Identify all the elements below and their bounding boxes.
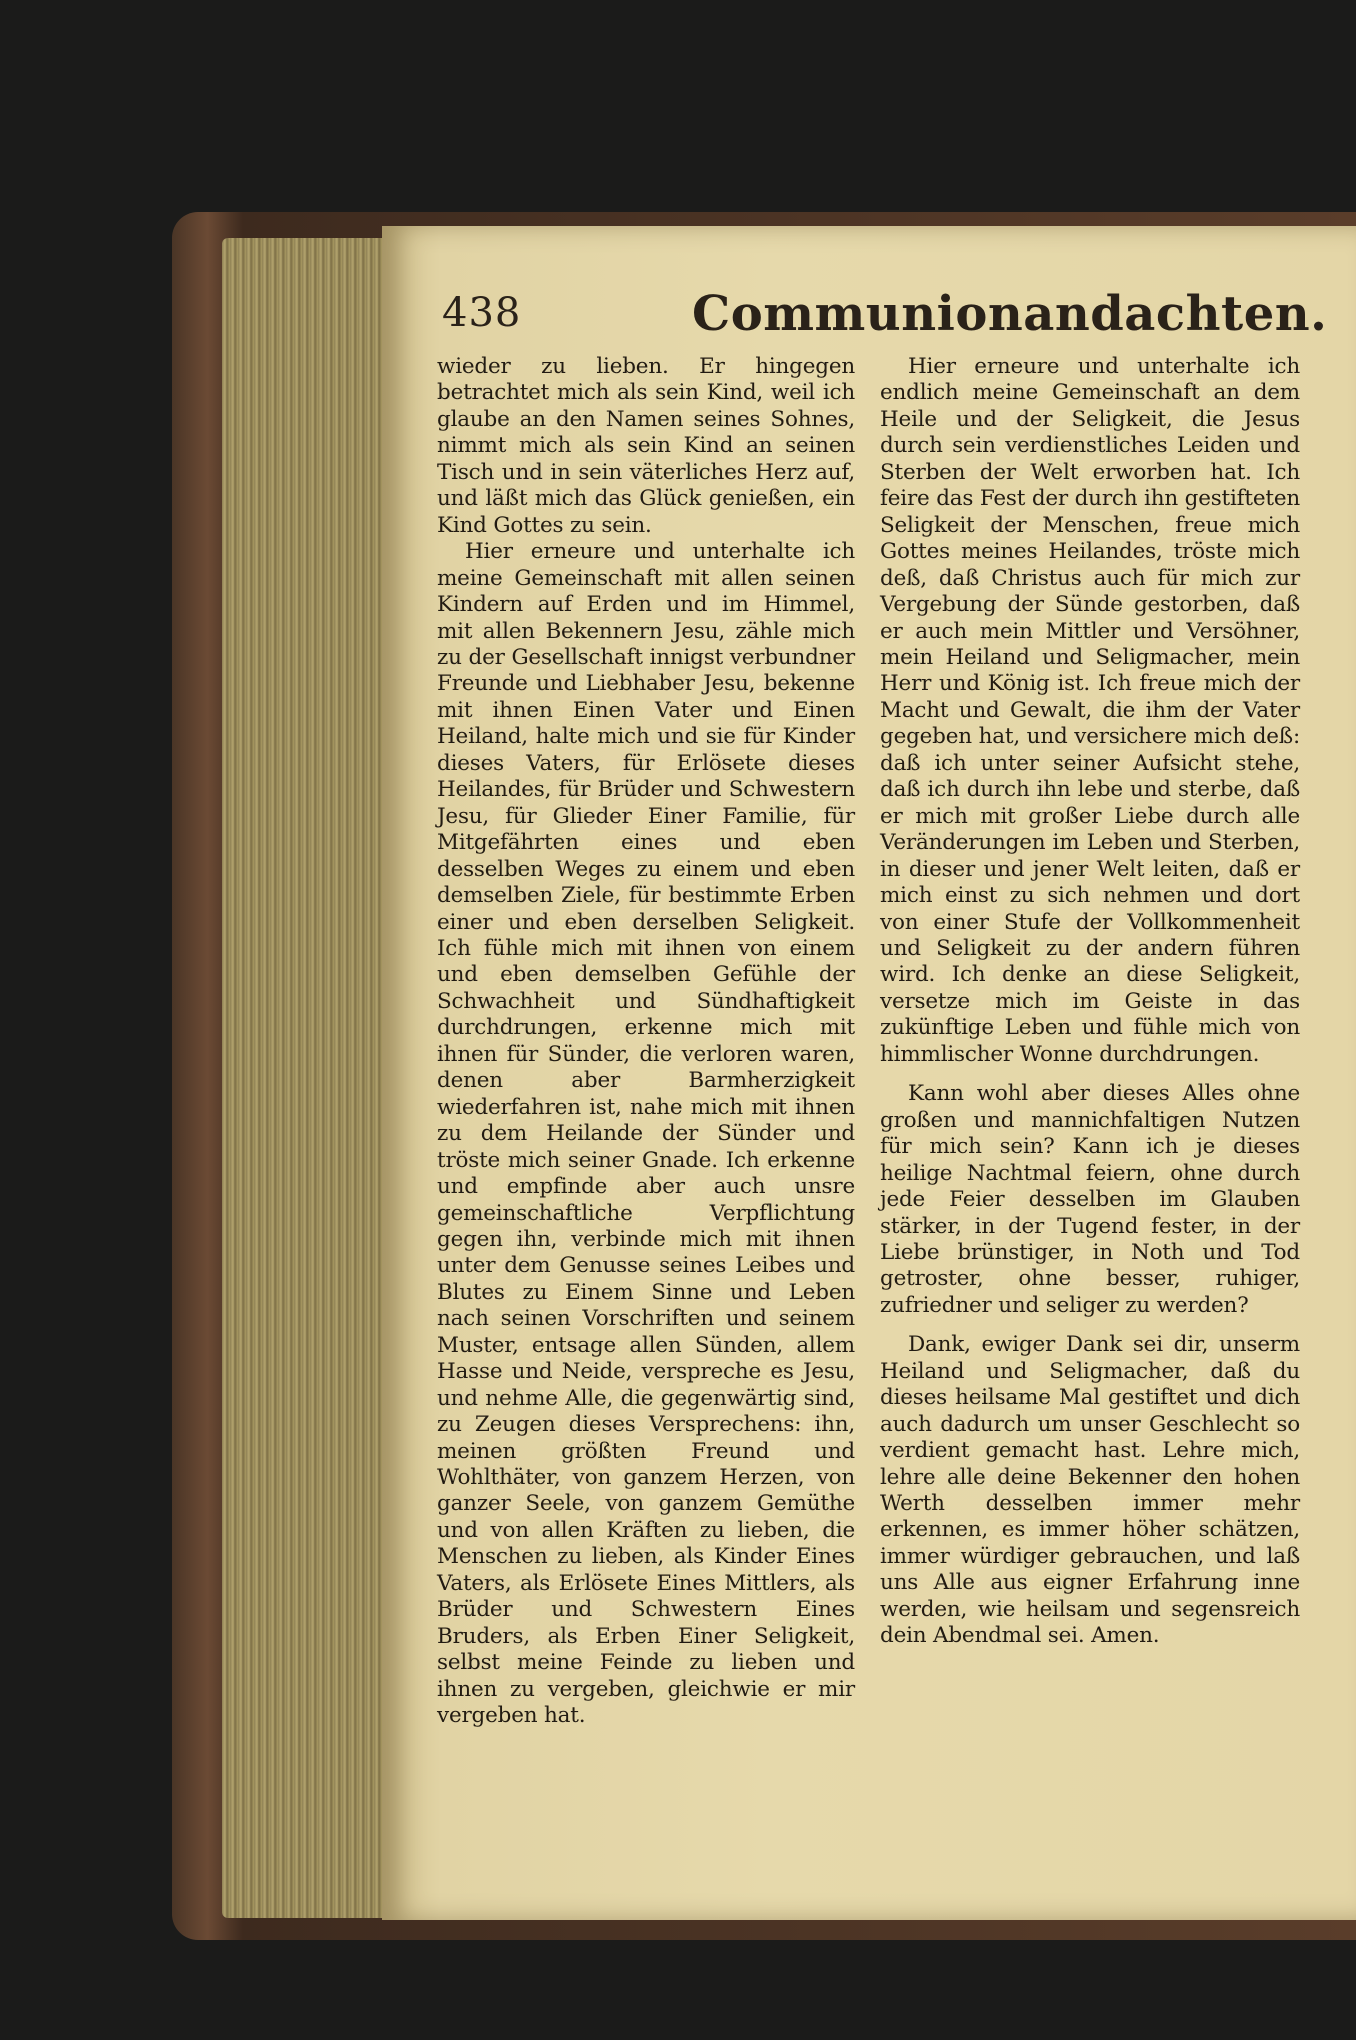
paragraph: Kann wohl aber dieses Alles ohne großen und mannichfaltigen Nutzen für mich sein? Kann ich je dieses heilige Nachtmal feiern, ohne durch jede Feier desselben im Glauben stärker, in der Tugend fester, in der Liebe brünstiger, in Noth und Tod getroster, ohne besser, ruhiger, zufriedner und seliger zu werden? — [880, 1081, 1300, 1318]
paragraph: Dank, ewiger Dank sei dir, unserm Heiland und Seligmacher, daß du dieses heilsame Mal gestiftet und dich auch dadurch um unser Geschlecht so verdient gemacht hast. Lehre mich, lehre alle deine Bekenner den hohen Werth desselben immer mehr erkennen, es immer höher schätzen, immer würdiger gebrauchen, und laß uns Alle aus eigner Erfahrung inne werden, wie heilsam und segensreich dein Abendmal sei. Amen. — [880, 1332, 1300, 1649]
page-number: 438 — [442, 290, 522, 336]
running-head — [442, 286, 1328, 356]
page-edges — [222, 238, 382, 1918]
paragraph: wieder zu lieben. Er hingegen betrachtet mich als sein Kind, weil ich glaube an den Namen seines Sohnes, nimmt mich als sein Kind an seinen Tisch und in sein väterliches Herz auf, und läßt mich das Glück genießen, ein Kind Gottes zu sein. — [437, 354, 855, 538]
left-column — [437, 354, 855, 1730]
paragraph: Hier erneure und unterhalte ich endlich meine Gemeinschaft an dem Heile und der Seligkeit, die Jesus durch sein verdienstliches Leiden und Sterben der Welt erworben hat. Ich feire das Fest der durch ihn gestifteten Seligkeit der Menschen, freue mich Gottes meines Heilandes, tröste mich deß, daß Christus auch für mich zur Vergebung der Sünde gestorben, daß er auch mein Mittler und Versöhner, mein Heiland und Seligmacher, mein Herr und König ist. Ich freue mich der Macht und Gewalt, die ihm der Vater gegeben hat, und versichere mich deß: daß ich unter seiner Aufsicht stehe, daß ich durch ihn lebe und sterbe, daß er mich mit großer Liebe durch alle Veränderungen im Leben und Sterben, in dieser und jener Welt leiten, daß er mich einst zu sich nehmen und dort von einer Stufe der Vollkommenheit und Seligkeit zu der andern führen wird. Ich denke an diese Seligkeit, versetze mich im Geiste in das zukünftige Leben und fühle mich von himmlischer Wonne durchdrungen. — [880, 354, 1300, 1067]
right-column — [880, 354, 1300, 1650]
paragraph: Hier erneure und unterhalte ich meine Gemeinschaft mit allen seinen Kindern auf Erden und im Himmel, mit allen Bekennern Jesu, zähle mich zu der Gesellschaft innigst verbundner Freunde und Liebhaber Jesu, bekenne mit ihnen Einen Vater und Einen Heiland, halte mich und sie für Kinder dieses Vaters, für Erlösete dieses Heilandes, für Brüder und Schwestern Jesu, für Glieder Einer Familie, für Mitgefährten eines und eben desselben Weges zu einem und eben demselben Ziele, für bestimmte Erben einer und eben derselben Seligkeit. Ich fühle mich mit ihnen von einem und eben demselben Gefühle der Schwachheit und Sündhaftigkeit durchdrungen, erkenne mich mit ihnen für Sünder, die verloren waren, denen aber Barmherzigkeit wiederfahren ist, nahe mich mit ihnen zu dem Heilande der Sünder und tröste mich seiner Gnade. Ich erkenne und empfinde aber auch unsre gemeinschaftliche Verpflichtung gegen ihn, verbinde mich mit ihnen unter dem Genusse seines Leibes und Blutes zu Einem Sinne und Leben nach seinen Vorschriften und seinem Muster, entsage allen Sünden, allem Hasse und Neide, verspreche es Jesu, und nehme Alle, die gegenwärtig sind, zu Zeugen dieses Versprechens: ihn, meinen größten Freund und Wohlthäter, von ganzem Herzen, von ganzer Seele, von ganzem Gemüthe und von allen Kräften zu lieben, die Menschen zu lieben, als Kinder Eines Vaters, als Erlösete Eines Mittlers, als Brüder und Schwestern Eines Bruders, als Erben Einer Seligkeit, selbst meine Feinde zu lieben und ihnen zu vergeben, gleichwie er mir vergeben hat. — [437, 539, 855, 1729]
running-title: Communionandachten. — [692, 286, 1328, 342]
book-page — [382, 226, 1356, 1920]
